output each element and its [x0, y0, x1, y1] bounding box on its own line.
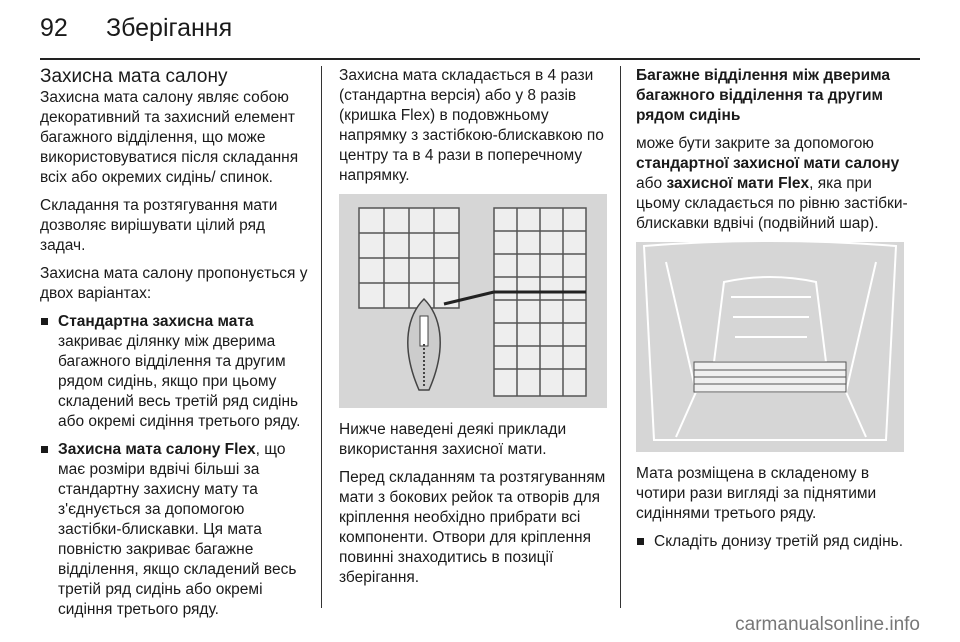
paragraph: Перед складанням та розтягуванням мати з бокових рейок та отворів для кріплення необхідно прибрати всі компоненти. Отвори для кріплення повинні знаходитись в позиції зберігання. — [339, 469, 606, 586]
watermark: carmanualsonline.info — [735, 614, 920, 635]
zipper-icon — [408, 299, 440, 390]
page-number: 92 — [40, 14, 68, 42]
header-divider — [40, 58, 920, 60]
paragraph: Захисна мата салону являє собою декоративний та захисний елемент багажного відділення, що може використовуватися після складання всіх або окремих сидінь/ спинок. — [40, 89, 299, 186]
left-mat-panel — [359, 208, 459, 308]
right-mat-panel — [494, 208, 586, 396]
paragraph — [636, 134, 908, 234]
paragraph: Складання та розтягування мати дозволяє вирішувати цілий ряд задач. — [40, 197, 278, 254]
car-rear-outline — [644, 242, 896, 440]
mat-zipper-illustration — [339, 194, 607, 408]
text: може бути закрите за допомогою — [636, 135, 874, 152]
section-heading: Захисна мата салону — [40, 66, 228, 87]
paragraph: Мата розміщена в складеному в чотири рази вигляді за піднятими сидіннями третього ряду. — [636, 465, 877, 522]
paragraph: Нижче наведені деякі приклади використання захисної мати. — [339, 421, 567, 458]
trunk-illustration — [636, 242, 904, 452]
bullet-text: Складіть донизу третій ряд сидінь. — [654, 533, 904, 550]
bullet-text: закриває ділянку між дверима багажного відділення та другим рядом сидінь, якщо при цьому складений весь третій ряд сидінь або окремі сидіння третього ряду. — [58, 333, 301, 430]
bold-text: захисної мати Flex — [666, 175, 810, 192]
column-divider — [620, 66, 621, 608]
car-trunk-image — [636, 242, 904, 452]
page-header — [40, 14, 232, 43]
bullet-item — [636, 532, 908, 552]
bold-text: стандартної захисної мати салону — [636, 155, 900, 172]
bullet-title: Захисна мата салону Flex — [58, 441, 256, 458]
text: , яка при цьому складається по рівню застібки-блискавки вдвічі (подвійний шар). — [636, 175, 908, 232]
section-title: Зберігання — [106, 14, 233, 42]
bullet-item — [40, 440, 312, 620]
paragraph: Захисна мата салону пропонується у двох варіантах: — [40, 265, 308, 302]
bullet-item — [40, 312, 312, 432]
column-2 — [339, 66, 607, 596]
column-1 — [40, 66, 312, 628]
paragraph: Захисна мата складається в 4 рази (стандартна версія) або у 8 разів (кришка Flex) в подовжньому напрямку з застібкою-блискавкою по центру та в 4 рази в поперечному напрямку. — [339, 67, 604, 184]
bullet-text: , що має розміри вдвічі більші за стандартну захисну мату та з'єднується за допомогою застібки-блискавки. Ця мата повністю закриває багажне відділення, якщо складений весь третій ряд сидінь або окремі сидіння третього ряду. — [58, 441, 297, 618]
text: або — [636, 175, 667, 192]
mat-grid-image — [339, 194, 607, 408]
section-heading: Багажне відділення між дверима багажного відділення та другим рядом сидінь — [636, 67, 891, 124]
column-divider — [321, 66, 322, 608]
column-3 — [636, 66, 908, 560]
bullet-title: Стандартна захисна мата — [58, 313, 254, 330]
folded-mat — [694, 362, 846, 392]
